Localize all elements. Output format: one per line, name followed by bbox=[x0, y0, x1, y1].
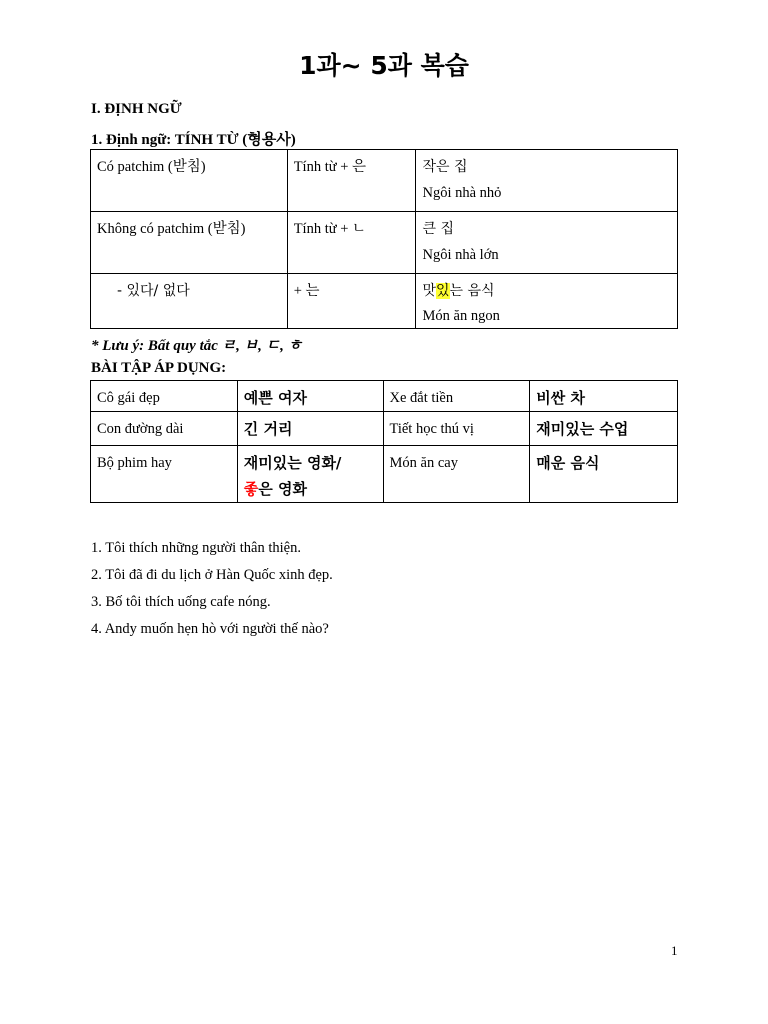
red-text: 좋 bbox=[243, 480, 259, 498]
list-item: 2. Tôi đã đi du lịch ở Hàn Quốc xinh đẹp. bbox=[91, 567, 333, 583]
example-korean bbox=[422, 278, 671, 304]
exercise-korean-line1: 재미있는 영화/ bbox=[243, 454, 342, 472]
rule-formula: Tính từ + ㄴ bbox=[287, 212, 416, 274]
highlighted-text: 있 bbox=[436, 283, 450, 299]
rule-example bbox=[416, 150, 678, 212]
table-row bbox=[91, 381, 678, 412]
example-korean-prefix: 맛 bbox=[422, 283, 437, 299]
exercise-heading: BÀI TẬP ÁP DỤNG: bbox=[91, 360, 227, 376]
list-item: 1. Tôi thích những người thân thiện. bbox=[91, 540, 301, 556]
example-vietnamese: Ngôi nhà nhỏ bbox=[422, 185, 502, 201]
exercise-vietnamese: Món ăn cay bbox=[383, 446, 530, 503]
example-korean: 작은 집 bbox=[422, 159, 468, 175]
page-title: 1과~ 5과 복습 bbox=[299, 51, 469, 80]
table-row bbox=[91, 212, 678, 274]
exercise-korean: 긴 거리 bbox=[237, 412, 383, 446]
rule-condition: - 있다/ 없다 bbox=[91, 274, 288, 329]
example-korean-suffix: 는 음식 bbox=[449, 283, 495, 299]
table-row bbox=[91, 150, 678, 212]
page-number: 1 bbox=[671, 943, 678, 958]
exercise-vietnamese: Tiết học thú vị bbox=[383, 412, 530, 446]
example-vietnamese: Món ăn ngon bbox=[422, 308, 500, 324]
exercise-korean: 예쁜 여자 bbox=[237, 381, 383, 412]
rule-condition: Không có patchim (받침) bbox=[91, 212, 288, 274]
list-item: 4. Andy muốn hẹn hò với người thế nào? bbox=[91, 621, 329, 637]
exercise-korean: 재미있는 수업 bbox=[530, 412, 678, 446]
table-row bbox=[91, 446, 678, 503]
table-row bbox=[91, 412, 678, 446]
subsection-heading: 1. Định ngữ: TÍNH TỪ (형용사) bbox=[91, 132, 296, 148]
example-vietnamese: Ngôi nhà lớn bbox=[422, 247, 499, 263]
list-item: 3. Bố tôi thích uống cafe nóng. bbox=[91, 594, 271, 610]
rule-table bbox=[90, 149, 678, 329]
exercise-table bbox=[90, 380, 678, 503]
rule-example bbox=[416, 212, 678, 274]
table-row bbox=[91, 274, 678, 329]
exercise-vietnamese: Con đường dài bbox=[91, 412, 238, 446]
exercise-korean-line2-rest: 은 영화 bbox=[258, 480, 307, 498]
exercise-vietnamese: Cô gái đẹp bbox=[91, 381, 238, 412]
exercise-vietnamese: Xe đắt tiền bbox=[383, 381, 530, 412]
example-korean: 큰 집 bbox=[422, 221, 454, 237]
rule-formula: + 는 bbox=[287, 274, 416, 329]
sentence-list bbox=[91, 535, 333, 643]
rule-formula: Tính từ + 은 bbox=[287, 150, 416, 212]
section-heading: I. ĐỊNH NGỮ bbox=[91, 101, 182, 117]
exercise-korean-line2 bbox=[244, 476, 377, 502]
exercise-korean bbox=[237, 446, 383, 503]
irregular-note: * Lưu ý: Bất quy tắc ㄹ, ㅂ, ㄷ, ㅎ bbox=[91, 338, 303, 354]
exercise-korean: 매운 음식 bbox=[530, 446, 678, 503]
rule-condition: Có patchim (받침) bbox=[91, 150, 288, 212]
exercise-korean: 비싼 차 bbox=[530, 381, 678, 412]
rule-example bbox=[416, 274, 678, 329]
exercise-vietnamese: Bộ phim hay bbox=[91, 446, 238, 503]
